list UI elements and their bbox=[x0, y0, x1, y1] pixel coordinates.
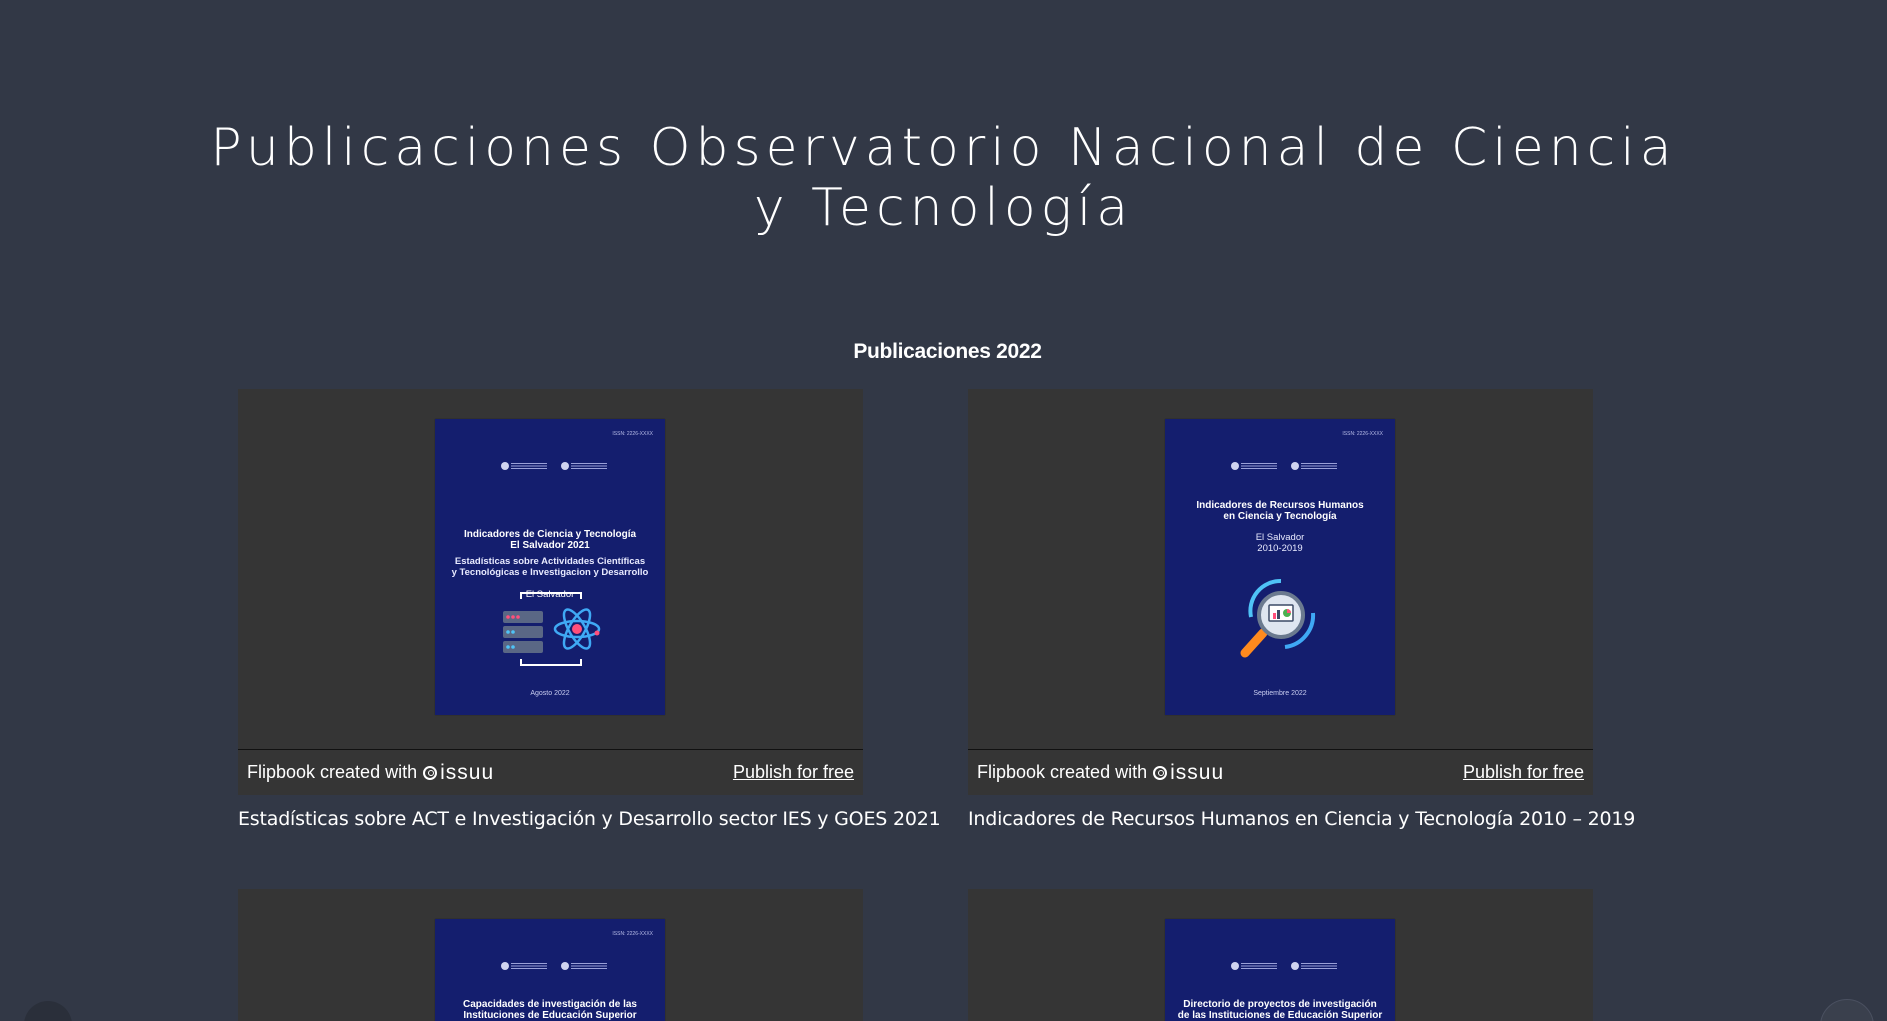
issuu-wordmark: issuu bbox=[1170, 760, 1225, 784]
cover-title: Directorio de proyectos de investigación de las Instituciones de Educación Superior bbox=[1177, 999, 1383, 1021]
cover-title: Indicadores de Ciencia y Tecnología El Salvador 2021 bbox=[463, 529, 637, 551]
cover-subtitle: Estadísticas sobre Actividades Científicas y Tecnológicas e Investigacion y Desarrollo bbox=[451, 556, 649, 578]
flipbook-viewer[interactable] bbox=[968, 389, 1593, 749]
flipbook-bar bbox=[238, 749, 863, 795]
flipbook-embed[interactable] bbox=[238, 389, 863, 795]
flipbook-viewer[interactable] bbox=[968, 889, 1593, 1021]
cover-title: Capacidades de investigación de las Instituciones de Educación Superior bbox=[463, 999, 637, 1021]
book-cover[interactable] bbox=[1165, 919, 1395, 1021]
page-title: Publicaciones Observatorio Nacional de Ciencia y Tecnología bbox=[210, 118, 1677, 238]
cover-isbn: ISSN: 2226-XXXX bbox=[1342, 431, 1383, 437]
flipbook-bar bbox=[968, 749, 1593, 795]
cover-date: Septiembre 2022 bbox=[1253, 690, 1307, 697]
publish-for-free-link[interactable]: Publish for free bbox=[1462, 762, 1584, 782]
flipbook-viewer[interactable] bbox=[238, 889, 863, 1021]
book-cover[interactable] bbox=[1165, 419, 1395, 715]
issuu-icon bbox=[1153, 766, 1167, 780]
magnifier-illustration bbox=[1233, 569, 1329, 661]
issuu-icon bbox=[423, 766, 437, 780]
issuu-credit[interactable] bbox=[247, 761, 494, 785]
cover-title: Indicadores de Recursos Humanos en Ciencia y Tecnología bbox=[1196, 500, 1364, 522]
cover-date: Agosto 2022 bbox=[530, 690, 570, 697]
cover-logos bbox=[435, 955, 665, 967]
issuu-wordmark: issuu bbox=[440, 760, 495, 784]
flipbook-embed[interactable] bbox=[968, 389, 1593, 795]
cover-isbn: ISSN: 2226-XXXX bbox=[612, 931, 653, 937]
cover-logos bbox=[435, 455, 665, 467]
book-cover[interactable] bbox=[435, 919, 665, 1021]
cover-subtitle: El Salvador 2010-2019 bbox=[1255, 532, 1305, 554]
floating-button-left[interactable] bbox=[24, 1001, 72, 1021]
scroll-to-top-button[interactable] bbox=[1820, 999, 1874, 1021]
science-illustration bbox=[499, 589, 603, 669]
section-title: Publicaciones 2022 bbox=[853, 340, 1042, 363]
issuu-credit[interactable] bbox=[977, 761, 1224, 785]
cover-logos bbox=[1165, 955, 1395, 967]
flipbook-embed[interactable] bbox=[968, 889, 1593, 1021]
cover-isbn: ISSN: 2226-XXXX bbox=[612, 431, 653, 437]
cover-country: El Salvador bbox=[525, 589, 575, 600]
flipbook-viewer[interactable] bbox=[238, 389, 863, 749]
flipbook-embed[interactable] bbox=[238, 889, 863, 1021]
publish-for-free-link[interactable]: Publish for free bbox=[732, 762, 854, 782]
credit-text: Flipbook created with bbox=[977, 762, 1148, 782]
credit-text: Flipbook created with bbox=[247, 762, 418, 782]
publication-caption: Estadísticas sobre ACT e Investigación y Desarrollo sector IES y GOES 2021 bbox=[238, 808, 941, 830]
cover-logos bbox=[1165, 455, 1395, 467]
issuu-logo[interactable] bbox=[423, 761, 494, 785]
book-cover[interactable] bbox=[435, 419, 665, 715]
issuu-logo[interactable] bbox=[1153, 761, 1224, 785]
publication-caption: Indicadores de Recursos Humanos en Ciencia y Tecnología 2010 – 2019 bbox=[968, 808, 1636, 830]
